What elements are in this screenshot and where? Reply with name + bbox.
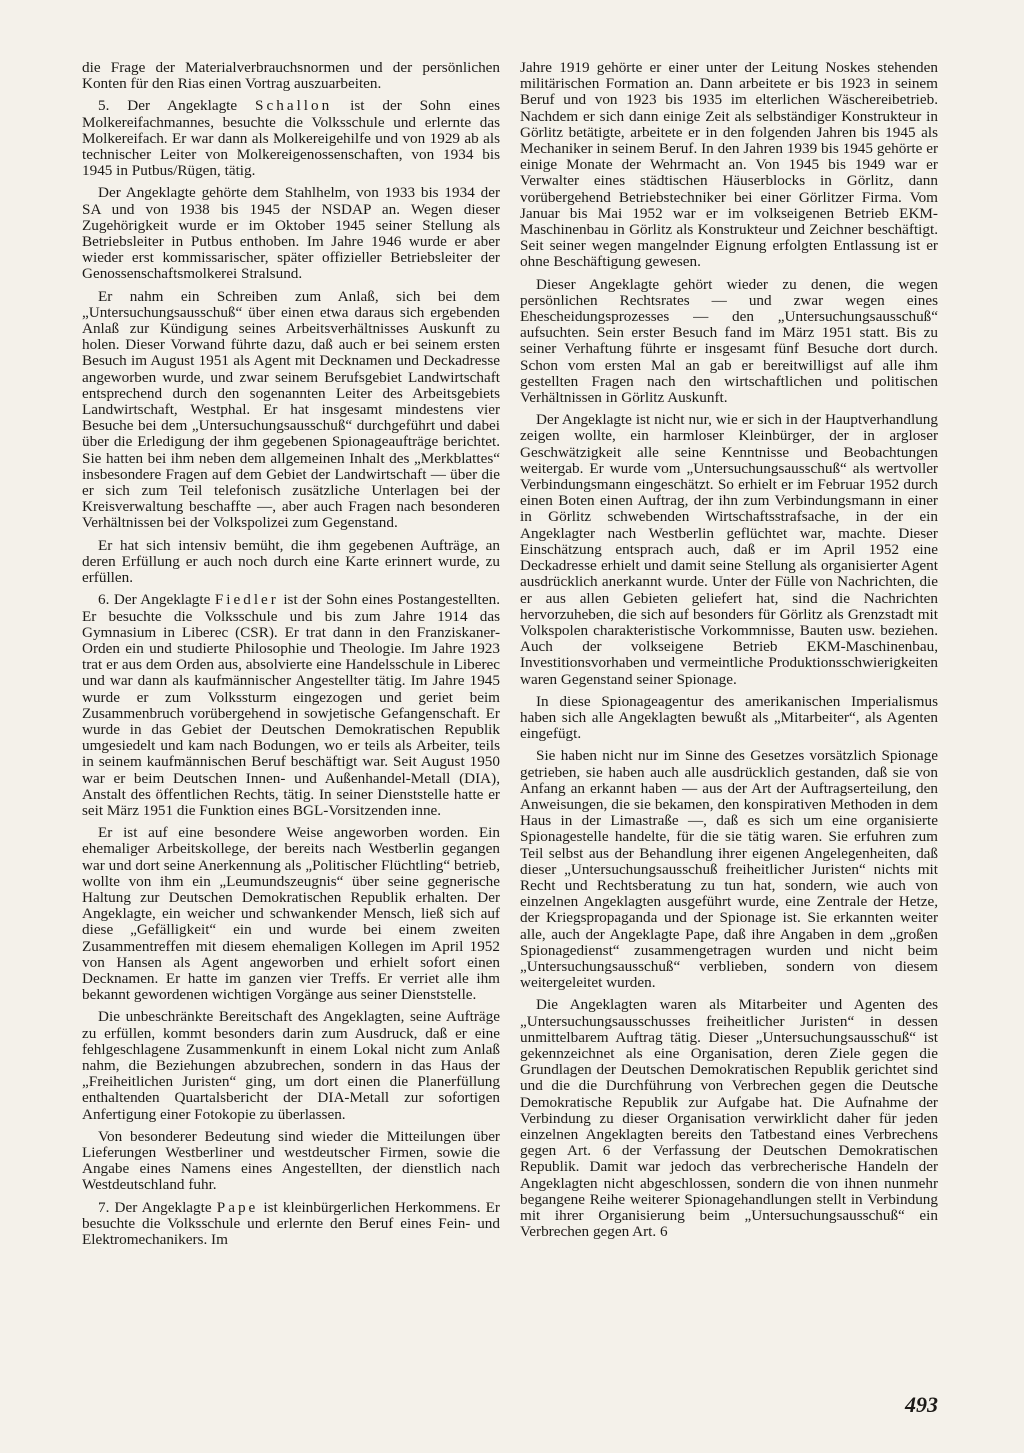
paragraph: In diese Spionageagentur des amerikanischen Imperialismus haben sich alle Angeklagten bewußt als „Mitarbeiter“, als Agenten eingefügt. bbox=[520, 692, 938, 743]
paragraph bbox=[82, 1200, 500, 1249]
right-column bbox=[520, 60, 938, 1415]
paragraph bbox=[82, 592, 500, 819]
paragraph: Von besonderer Bedeutung sind wieder die Mitteilungen über Lieferungen Westberliner und westdeutscher Firmen, sowie die Angabe eines Namens eines Angestellten, der dienstlich nach Westdeutschland fuhr. bbox=[82, 1127, 500, 1194]
defendant-name: Fiedler bbox=[214, 591, 279, 609]
text-run: ist der Sohn eines Postangestellten. Er besuchte die Volksschule und bis zum Jahre 1914 das Gymnasium in Liberec (CSR). Er trat dann in den Franziskaner-Orden ein und studierte Philosophie und Theologie. Im Jahre 1923 trat er aus dem Orden aus, absolvierte eine Handelsschule in Liberec und war dann als kaufmännischer Angestellter tätig. Im Jahre 1945 wurde er zum Volkssturm eingezogen und geriet beim Zusammenbruch vorübergehend in sowjetische Gefangenschaft. Er wurde in das Gebiet der Deutschen Demokratischen Republik umgesiedelt und kam nach Bodungen, wo er teils als Arbeiter, teils in seinem kaufmännischen Beruf beschäftigt war. Seit August 1950 war er beim Deutschen Innen- und Außenhandel-Metall (DIA), Anstalt des öffentlichen Rechts, tätig. In seiner Dienststelle hatte er seit März 1951 die Funktion eines BGL-Vorsitzenden inne. bbox=[82, 591, 500, 819]
paragraph: Sie haben nicht nur im Sinne des Gesetzes vorsätzlich Spionage getrieben, sie haben auch alle ausdrücklich gestanden, daß sie von Anfang an erkannt haben — aus der Art der Auftragserteilung, den Anweisungen, die sie bekamen, den konspirativen Methoden in dem Haus in der Limastraße —, daß es sich um eine organisierte Spionagestelle handelte, für die sie tätig waren. Sie erfuhren zum Teil selbst aus der Behandlung ihrer eigenen Angelegenheiten, daß dieser „Untersuchungsausschuß freiheitlicher Juristen“ nichts mit Recht und Rechtsberatung zu tun hat, sondern, wie auch von einzelnen Angeklagten ausgeführt wurde, eine Zentrale der Hetze, der Kriegspropaganda und der Spionage ist. Sie erkannten weiter alle, auch der Angeklagte Pape, daß ihre Angaben in dem „großen Spionagedienst“ zusammengetragen wurden und nicht beim „Untersuchungsausschuß“ verblieben, sondern von diesem weitergeleitet wurden. bbox=[520, 747, 938, 992]
defendant-name: Schallon bbox=[255, 97, 333, 115]
paragraph: die Frage der Materialverbrauchsnormen und der persönlichen Konten für den Rias einen Vortrag auszuarbeiten. bbox=[82, 59, 500, 93]
paragraph: Die Angeklagten waren als Mitarbeiter und Agenten des „Untersuchungsausschusses freiheitlicher Juristen“ in dessen unmittelbarem Auftrag tätig. Dieser „Untersuchungsausschuß“ ist gekennzeichnet als eine Organisation, deren Ziele gegen die Grundlagen der Deutschen Demokratischen Republik gerichtet sind und die die Durchführung von Verbrechen gegen die Deutsche Demokratische Republik zur Aufgabe hat. Die Aufnahme der Verbindung zu dieser Organisation verwirklicht daher für jeden einzelnen Angeklagten bereits den Tatbestand eines Verbrechens gegen Art. 6 der Verfassung der Deutschen Demokratischen Republik. Damit war jedoch das verbrecherische Handeln der Angeklagten nicht abgeschlossen, sondern die von ihnen nunmehr begangene Reihe weiterer Spionagehandlungen stellt in Verbindung mit ihrer Organisierung beim „Untersuchungsausschuß“ ein Verbrechen gegen Art. 6 bbox=[520, 996, 938, 1241]
paragraph: Er nahm ein Schreiben zum Anlaß, sich bei dem „Untersuchungsausschuß“ über einen etwa daraus sich ergebenden Anlaß zur Kündigung seines Arbeitsverhältnisses Auskunft zu holen. Dieser Vorwand führte dazu, daß auch er bei seinem ersten Besuch im August 1951 als Agent mit Decknamen und Deckadresse angeworben wurde, und zwar seinem Berufsgebiet Landwirtschaft entsprechend durch den sogenannten Leiter des Arbeitsgebiets Landwirtschaft, Westphal. Er hat insgesamt mindestens vier Besuche bei dem „Untersuchungsausschuß“ durchgeführt und dabei über die Erledigung der ihm gegebenen Spionageaufträge berichtet. Sie hatten bei ihm neben dem allgemeinen Inhalt des „Merkblattes“ insbesondere Fragen auf dem Gebiet der Landwirtschaft — über die er sich zum Teil telefonisch zusätzliche Unterlagen bei der Kreisverwaltung beschaffte —, aber auch Fragen nach besonderen Verhältnissen bei der Volkspolizei zum Gegenstand. bbox=[82, 287, 500, 532]
paragraph: Der Angeklagte gehörte dem Stahlhelm, von 1933 bis 1934 der SA und von 1938 bis 1945 der NSDAP an. Wegen dieser Zugehörigkeit wurde er im Oktober 1945 seiner Stellung als Betriebsleiter in Putbus enthoben. Im Jahre 1946 wurde er aber wieder erst kommissarischer, später offizieller Betriebsleiter der Genossenschaftsmolkerei Stralsund. bbox=[82, 184, 500, 283]
paragraph: Er hat sich intensiv bemüht, die ihm gegebenen Aufträge, an deren Erfüllung er auch noch durch eine Karte erinnert wurde, zu erfüllen. bbox=[82, 536, 500, 587]
paragraph: Der Angeklagte ist nicht nur, wie er sich in der Hauptverhandlung zeigen wollte, ein harmloser Kleinbürger, der in argloser Geschwätzigkeit alle seine Kenntnisse und Beobachtungen weitergab. Er wurde vom „Untersuchungsausschuß“ als wertvoller Verbindungsmann eingeschätzt. So erhielt er im Februar 1952 durch einen Boten einen Auftrag, der ihn zum Verbindungsmann in einer in Görlitz schwebenden Wirtschaftsstrafsache, in der ein Angeklagter nach Westberlin geflüchtet war, machte. Dieser Einschätzung entsprach auch, daß er im April 1952 eine Deckadresse erhielt und damit seine Stellung als organisierter Agent ausdrücklich anerkannt wurde. Unter der Fülle von Nachrichten, die er aus allen Gebieten geliefert hat, sind die Nachrichten hervorzuheben, die sich auf besonders für Görlitz als Grenzstadt mit Volkspolen charakteristische Vorkommnisse, Bauten usw. beziehen. Auch der volkseigene Betrieb EKM-Maschinenbau, Investitionsvorhaben und vermeintliche Produktionsschwierigkeiten waren Gegenstand seiner Spionage. bbox=[520, 411, 938, 688]
text-run: 7. Der Angeklagte bbox=[98, 1198, 217, 1216]
text-run: ist der Sohn eines Molkereifachmannes, besuchte die Volksschule und erlernte das Molkereifach. Er war dann als Molkereigehilfe und von 1929 ab als technischer Leiter von Molkereigenossenschaften, von 1934 bis 1945 in Putbus/Rügen, tätig. bbox=[82, 97, 500, 180]
left-column bbox=[82, 60, 500, 1415]
page-number: 493 bbox=[905, 1392, 938, 1417]
paragraph: Er ist auf eine besondere Weise angeworben worden. Ein ehemaliger Arbeitskollege, der bereits nach Westberlin gegangen war und dort seine Anerkennung als „Politischer Flüchtling“ betrieb, wollte von ihm ein „Leumundszeugnis“ über seine gegnerische Haltung zur Deutschen Demokratischen Republik erhalten. Der Angeklagte, ein weicher und schwankender Mensch, ließ sich auf diese „Gefälligkeit“ ein und wurde bei einem zweiten Zusammentreffen mit diesem ehemaligen Kollegen im April 1952 von Hansen als Agent angeworben und erhielt sofort einen Decknamen. Er hatte im ganzen vier Treffs. Er verriet alle ihm bekannt gewordenen wichtigen Vorgänge aus seiner Dienststelle. bbox=[82, 824, 500, 1004]
text-run: 5. Der Angeklagte bbox=[98, 97, 256, 115]
paragraph bbox=[82, 98, 500, 179]
text-run: ist kleinbürgerlichen Herkommens. Er besuchte die Volksschule und erlernte den Beruf eines Fein- und Elektromechanikers. Im bbox=[82, 1198, 500, 1249]
paragraph: Dieser Angeklagte gehört wieder zu denen, die wegen persönlichen Rechtsrates — und zwar wegen eines Ehescheidungsprozesses — den „Untersuchungsausschuß“ aufsuchten. Sein erster Besuch fand im März 1951 statt. Bis zu seiner Verhaftung führte er insgesamt fünf Besuche dort durch. Schon vom ersten Mal an gab er bereitwilligst auf alle ihm gestellten Fragen nach den wirtschaftlichen und politischen Verhältnissen in Görlitz Auskunft. bbox=[520, 275, 938, 407]
paragraph: Jahre 1919 gehörte er einer unter der Leitung Noskes stehenden militärischen Formation an. Dann arbeitete er bis 1923 in seinem Beruf und von 1923 bis 1935 im elterlichen Wäschereibetrieb. Nachdem er sich dann einige Zeit als selbständiger Konstrukteur in Görlitz betätigte, arbeitete er in den folgenden Jahren bis 1945 als Mechaniker in seinem Beruf. In den Jahren 1939 bis 1945 gehörte er einige Monate der Wehrmacht an. Von 1945 bis 1949 war er Verwalter eines städtischen Häuserblocks in Görlitz, dann vorübergehend Betriebstechniker bei einer Görlitzer Firma. Vom Januar bis Mai 1952 war er im volkseigenen Betrieb EKM-Maschinenbau in Görlitz als Konstrukteur und Zeichner beschäftigt. Seit seiner wegen mangelnder Eignung erfolgten Entlassung ist er ohne Beschäftigung gewesen. bbox=[520, 59, 938, 271]
defendant-name: Pape bbox=[216, 1198, 259, 1216]
document-page bbox=[82, 60, 938, 1415]
paragraph: Die unbeschränkte Bereitschaft des Angeklagten, seine Aufträge zu erfüllen, kommt besonders darin zum Ausdruck, daß er eine fehlgeschlagene Zusammenkunft in einem Lokal nicht zum Anlaß nahm, die Beziehungen abzubrechen, sondern in das Haus der „Freiheitlichen Juristen“ ging, um dort einen die Planerfüllung enthaltenden Quartalsbericht der DIA-Metall zur sofortigen Anfertigung einer Fotokopie zu überlassen. bbox=[82, 1008, 500, 1123]
text-run: 6. Der Angeklagte bbox=[98, 591, 215, 609]
